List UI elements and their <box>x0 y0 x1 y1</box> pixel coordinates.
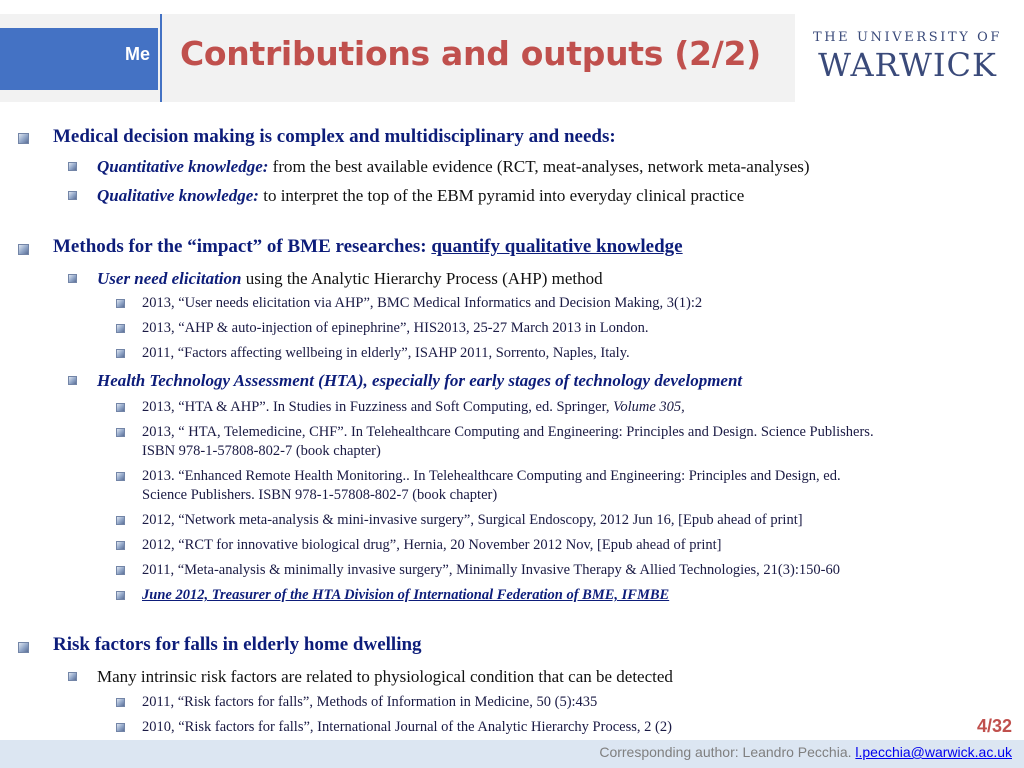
bullet-icon <box>116 403 125 412</box>
footer-text <box>599 744 1012 760</box>
item-lead: Health Technology Assessment (HTA), especially for early stages of technology development <box>97 371 743 390</box>
heading-underlined-text: quantify qualitative knowledge <box>431 236 683 257</box>
reference-item-continuation: Science Publishers. ISBN 978-1-57808-802-7 (book chapter) <box>142 487 498 503</box>
reference-volume: Volume 305, <box>613 399 685 415</box>
item-lead: User need elicitation <box>97 269 242 288</box>
slide-title: Contributions and outputs (2/2) <box>180 34 761 73</box>
bullet-icon <box>116 723 125 732</box>
bullet-icon <box>116 698 125 707</box>
bullet-icon <box>68 376 77 385</box>
university-logo <box>810 30 1010 90</box>
bullet-icon <box>68 672 77 681</box>
bullet-icon <box>18 244 29 255</box>
reference-item: 2011, “Risk factors for falls”, Methods of Information in Medicine, 50 (5):435 <box>142 694 598 710</box>
reference-item: 2013, “AHP & auto-injection of epinephrine”, HIS2013, 25-27 March 2013 in London. <box>142 320 649 336</box>
bullet-icon <box>68 162 77 171</box>
footer-author: Corresponding author: Leandro Pecchia. <box>599 744 856 760</box>
reference-item: 2010, “Risk factors for falls”, International Journal of the Analytic Hierarchy Process, 2 (2) <box>142 719 672 735</box>
reference-item: 2011, “Meta-analysis & minimally invasive surgery”, Minimally Invasive Therapy & Allied Technologies, 21(3):150-60 <box>142 562 840 578</box>
email-link[interactable]: l.pecchia@warwick.ac.uk <box>855 744 1012 760</box>
reference-item: 2011, “Factors affecting wellbeing in elderly”, ISAHP 2011, Sorrento, Naples, Italy. <box>142 345 630 361</box>
bullet-icon <box>116 472 125 481</box>
item-lead: Qualitative knowledge: <box>97 186 259 205</box>
reference-item: 2013, “ HTA, Telemedicine, CHF”. In Telehealthcare Computing and Engineering: Principles and Design. Science Publishers. <box>142 424 874 440</box>
item-lead: Quantitative knowledge: <box>97 157 269 176</box>
list-item <box>97 269 603 289</box>
section-tab-label: Me <box>124 44 150 64</box>
bullet-icon <box>116 516 125 525</box>
section-heading <box>53 236 683 258</box>
list-item <box>97 667 673 687</box>
item-text: to interpret the top of the EBM pyramid into everyday clinical practice <box>258 186 745 205</box>
bullet-icon <box>116 541 125 550</box>
section-heading: Risk factors for falls in elderly home dwelling <box>53 634 422 655</box>
reference-item: 2012, “Network meta-analysis & mini-invasive surgery”, Surgical Endoscopy, 2012 Jun 16, [Epub ahead of print] <box>142 512 803 528</box>
list-item <box>97 371 742 391</box>
heading-text: Methods for the “impact” of BME researches: <box>53 236 432 257</box>
bullet-icon <box>116 428 125 437</box>
bullet-icon <box>68 191 77 200</box>
reference-item: 2013. “Enhanced Remote Health Monitoring.. In Telehealthcare Computing and Engineering: Principles and Design, ed. <box>142 468 841 484</box>
page-number: 4/32 <box>976 716 1012 736</box>
reference-text: 2013, “HTA & AHP”. In Studies in Fuzziness and Soft Computing, ed. Springer, <box>142 399 614 415</box>
bullet-icon <box>116 299 125 308</box>
reference-item-highlight: June 2012, Treasurer of the HTA Division of International Federation of BME, IFMBE <box>142 587 670 603</box>
bullet-icon <box>116 349 125 358</box>
reference-item-continuation: ISBN 978-1-57808-802-7 (book chapter) <box>142 443 381 459</box>
reference-item: 2013, “User needs elicitation via AHP”, BMC Medical Informatics and Decision Making, 3(1):2 <box>142 295 703 311</box>
item-text: using the Analytic Hierarchy Process (AHP) method <box>241 269 603 288</box>
bullet-icon <box>116 591 125 600</box>
list-item <box>97 186 744 206</box>
section-heading: Medical decision making is complex and multidisciplinary and needs: <box>53 126 616 147</box>
reference-item: 2012, “RCT for innovative biological drug”, Hernia, 20 November 2012 Nov, [Epub ahead of print] <box>142 537 722 553</box>
item-text: from the best available evidence (RCT, meat-analyses, network meta-analyses) <box>268 157 810 176</box>
bullet-icon <box>68 274 77 283</box>
section-tab <box>0 28 158 90</box>
item-text: Many intrinsic risk factors are related to physiological condition that can be detected <box>97 667 673 686</box>
footer <box>0 740 1024 768</box>
bullet-icon <box>18 133 29 144</box>
header-divider <box>160 14 162 102</box>
bullet-icon <box>18 642 29 653</box>
list-item <box>97 157 810 177</box>
logo-line2: WARWICK <box>818 46 997 84</box>
logo-line1: THE UNIVERSITY OF <box>812 30 1003 45</box>
bullet-icon <box>116 566 125 575</box>
bullet-icon <box>116 324 125 333</box>
reference-item <box>142 399 685 416</box>
